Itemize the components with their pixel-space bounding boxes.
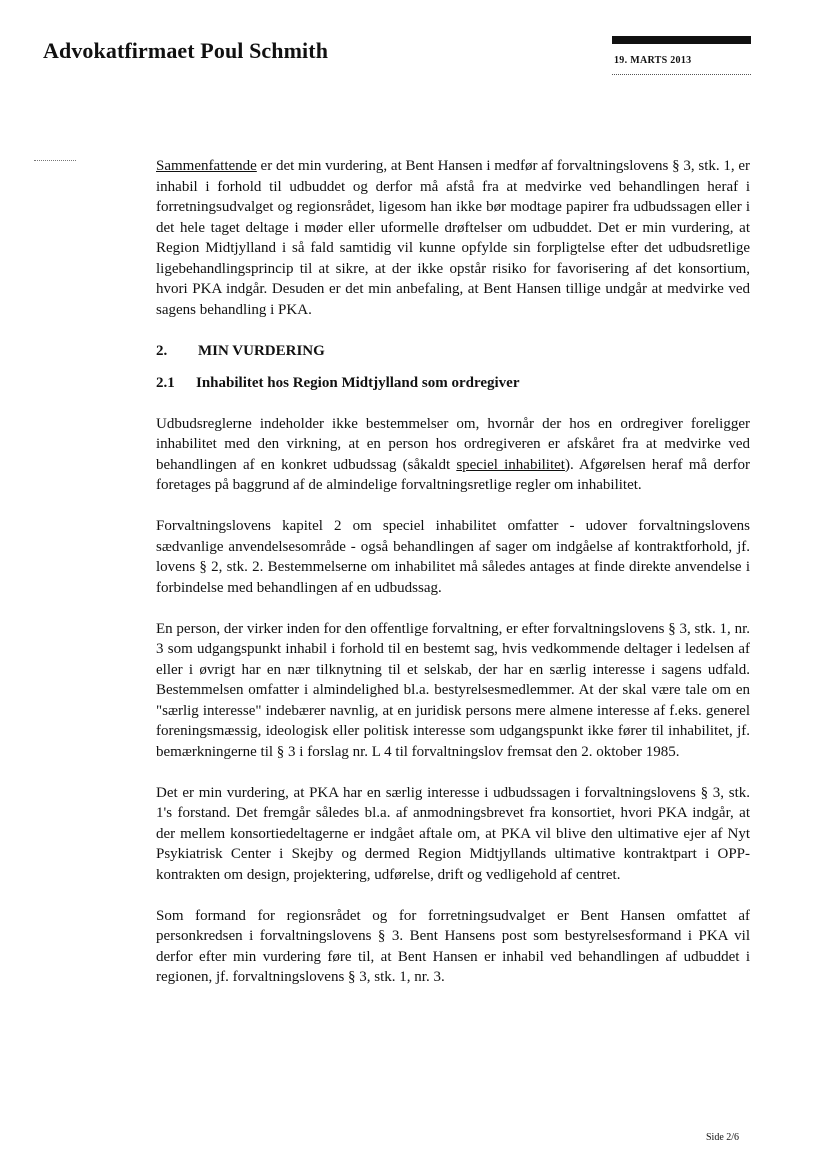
paragraph-en-person: En person, der virker inden for den offentlige forvaltning, er efter forvaltningslovens § 3, stk. 1, nr. 3 som udgangspunkt inhabil i forhold til en bestemt sag, hvis vedkommende deltager i ledelsen af eller i øvrigt har en nær tilknytning til et selskab, der har en særlig interesse i sagens udfald. Bestemmelsen omfatter i almindelighed bl.a. bestyrelsesmedlemmer. At der skal være tale om en "særlig interesse" indebærer navnlig, at en juridisk persons mere almene interesse af f.eks. generel foreningsmæssig, ideologisk eller politisk interesse som udgangspunkt ikke fører til inhabilitet, jf. bemærkningerne til § 3 i forslag nr. L 4 til forvaltningslov fremsat den 2. oktober 1985.: [156, 620, 750, 760]
summary-lead: Sammenfattende: [156, 158, 257, 174]
paragraph-forvaltningslovens-kapitel: Forvaltningslovens kapitel 2 om speciel inhabilitet omfatter - udover forvaltningslovens sædvanlige anvendelsesområde - også behandlingen af sager om indgåelse af kontraktforhold, jf. lovens § 2, stk. 2. Bestemmelserne om inhabilitet må således antages at finde direkte anvendelse i forbindelse med behandlingen af en udbudssag.: [156, 518, 750, 596]
paragraph-udbudsreglerne: [156, 414, 750, 496]
paragraph-pka-interesse: Det er min vurdering, at PKA har en særlig interesse i udbudssagen i forvaltningslovens § 3, stk. 1's forstand. Det fremgår således bl.a. af anmodningsbrevet fra konsortiet, hvori PKA indgår, at der mellem konsortiedeltagerne er indgået aftale om, at PKA vil blive den ultimative ejer af Nyt Psykiatrisk Center i Skejby og dermed Region Midtjyllands ultimative kontraktpart i OPP-kontrakten om design, projektering, udførelse, drift og vedligehold af centret.: [156, 784, 750, 883]
firm-name: Advokatfirmaet Poul Schmith: [43, 38, 329, 63]
summary-text: er det min vurdering, at Bent Hansen i medfør af forvaltningslovens § 3, stk. 1, er inhabil i forhold til udbuddet og derfor må afstå fra at medvirke ved behandlingen heraf i forretningsudvalget og regionsrådet, ligesom han ikke bør modtage papirer fra udbudssagen eller i det hele taget deltage i møder eller uformelle drøftelser om udbuddet. Det er min vurdering, at Region Midtjylland i så fald samtidig vil kunne opfylde sin forpligtelse efter det udbudsretlige ligebehandlingsprincip til at sikre, at der ikke opstår risiko for favorisering af det konsortium, hvori PKA indgår. Desuden er det min anbefaling, at Bent Hansen tillige undgår at medvirke ved sagens behandling i PKA.: [156, 158, 751, 318]
document-body: [156, 156, 750, 1008]
p1-text-before: Udbudsreglerne indeholder ikke bestemmelser om, hvornår der hos en ordregiver foreligger inhabilitet med den virkning, at en person hos ordregiveren er afskåret fra at medvirke ved behandlingen af en konkret udbudssag (såkaldt: [156, 415, 750, 473]
margin-divider: [34, 160, 76, 161]
section-title: MIN VURDERING: [198, 342, 325, 359]
p1-underlined-term: speciel inhabilitet: [456, 456, 565, 473]
summary-paragraph: [156, 156, 750, 320]
document-date: 19. MARTS 2013: [614, 55, 692, 66]
subsection-title: Inhabilitet hos Region Midtjylland som ordregiver: [196, 375, 520, 391]
section-heading-2: [156, 341, 750, 362]
subsection-heading-2-1: [156, 373, 750, 394]
page-number: Side 2/6: [706, 1132, 740, 1143]
p1-text-after: ). Afgørelsen heraf må derfor foretages på baggrund af de almindelige forvaltningsretlige regler om inhabilitet.: [156, 456, 750, 493]
date-divider: [612, 74, 751, 75]
paragraph-som-formand: Som formand for regionsrådet og for forretningsudvalget er Bent Hansen omfattet af personkredsen i forvaltningslovens § 3. Bent Hansens post som bestyrelsesformand i PKA vil derfor efter min vurdering føre til, at Bent Hansen er inhabil ved behandlingen af udbuddet i regionen, jf. forvaltningslovens § 3, stk. 1, nr. 3.: [156, 907, 750, 985]
section-number: 2.: [156, 342, 168, 359]
subsection-number: 2.1: [156, 375, 175, 391]
header-bar: [612, 36, 751, 44]
